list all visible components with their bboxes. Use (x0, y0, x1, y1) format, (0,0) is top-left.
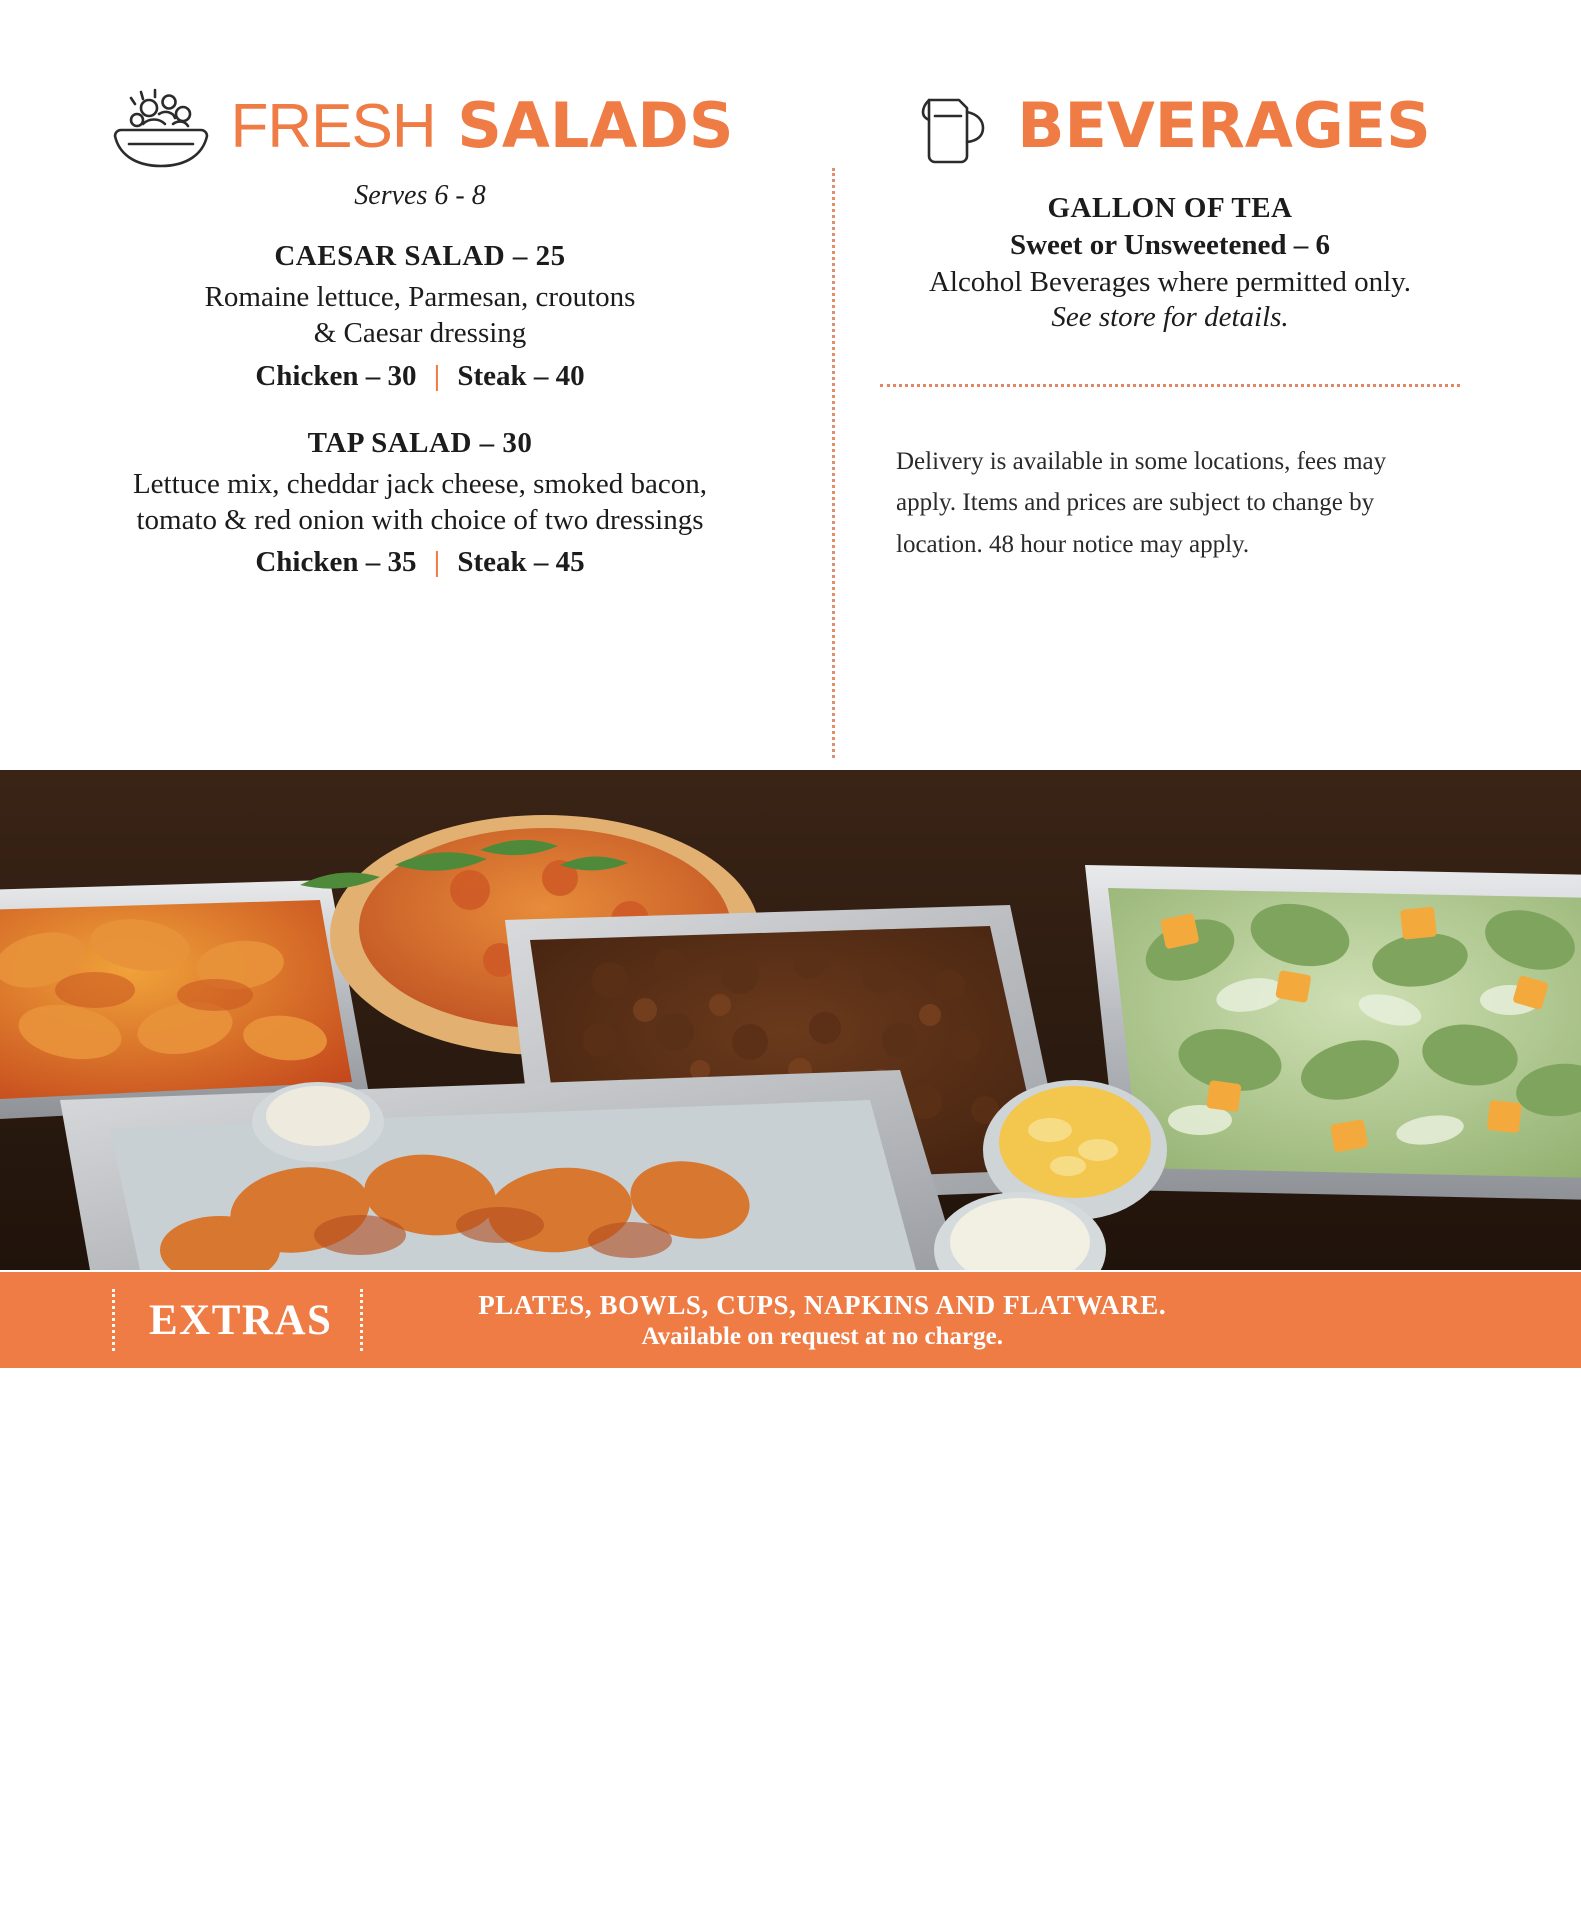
salad-bowl-icon (107, 78, 215, 174)
beverages-title (1017, 89, 1431, 162)
menu-item-description-line1: Lettuce mix, cheddar jack cheese, smoked bacon, (132, 467, 708, 500)
menu-item-name: TAP SALAD – 30 (307, 426, 533, 459)
menu-item-addons (60, 360, 780, 393)
extras-divider-right (360, 1289, 363, 1351)
fresh-salads-title-bold: SALADS (457, 88, 734, 162)
extras-text (363, 1290, 1281, 1351)
beverages-section (860, 78, 1480, 565)
beverage-item-name: GALLON OF TEA (1047, 192, 1293, 224)
delivery-fine-print: Delivery is available in some locations, fees may apply. Items and prices are subject to change by location. 48 hour notice may apply. (896, 448, 1387, 558)
beverage-item-options: Sweet or Unsweetened – 6 (1009, 229, 1331, 261)
menu-item-description-line1: Romaine lettuce, Parmesan, croutons (204, 281, 636, 313)
salads-serves-note: Serves 6 - 8 (354, 180, 486, 211)
menu-columns (0, 78, 1581, 688)
extras-line-1: PLATES, BOWLS, CUPS, NAPKINS AND FLATWARE. (478, 1289, 1167, 1320)
addon-separator: | (433, 546, 441, 578)
beverage-alcohol-note: Alcohol Beverages where permitted only. (928, 266, 1412, 298)
menu-item-addon-chicken: Chicken – 35 (255, 546, 417, 578)
menu-item-addons (60, 546, 780, 579)
section-divider (880, 384, 1460, 387)
menu-item-description-line2: & Caesar dressing (313, 317, 527, 350)
menu-item-addon-chicken: Chicken – 30 (255, 359, 417, 392)
fresh-salads-heading (60, 78, 780, 174)
beverages-title-bold: BEVERAGES (1017, 89, 1431, 162)
menu-item-description-line2: tomato & red onion with choice of two dressings (136, 503, 704, 536)
fresh-salads-section (60, 78, 780, 579)
extras-divider-left (112, 1289, 115, 1351)
column-divider (832, 168, 835, 758)
menu-item-description (60, 279, 780, 352)
menu-item-addon-steak: Steak – 45 (457, 546, 585, 578)
beverages-heading (860, 78, 1480, 174)
menu-item-tap-salad (60, 427, 780, 580)
menu-item-addon-steak: Steak – 40 (457, 359, 585, 392)
menu-item-name: CAESAR SALAD – 25 (274, 240, 566, 272)
extras-label: EXTRAS (149, 1296, 333, 1344)
pitcher-icon (909, 78, 1001, 174)
addon-separator: | (433, 359, 441, 392)
fresh-salads-title-thin: FRESH (230, 91, 436, 161)
menu-item-description (60, 466, 780, 539)
beverage-store-note: See store for details. (1051, 301, 1289, 333)
extras-bar (0, 1272, 1581, 1368)
fresh-salads-title (230, 88, 734, 162)
menu-item-caesar-salad (60, 240, 780, 393)
catering-trays-photo (0, 770, 1581, 1270)
extras-line-2: Available on request at no charge. (641, 1322, 1003, 1350)
